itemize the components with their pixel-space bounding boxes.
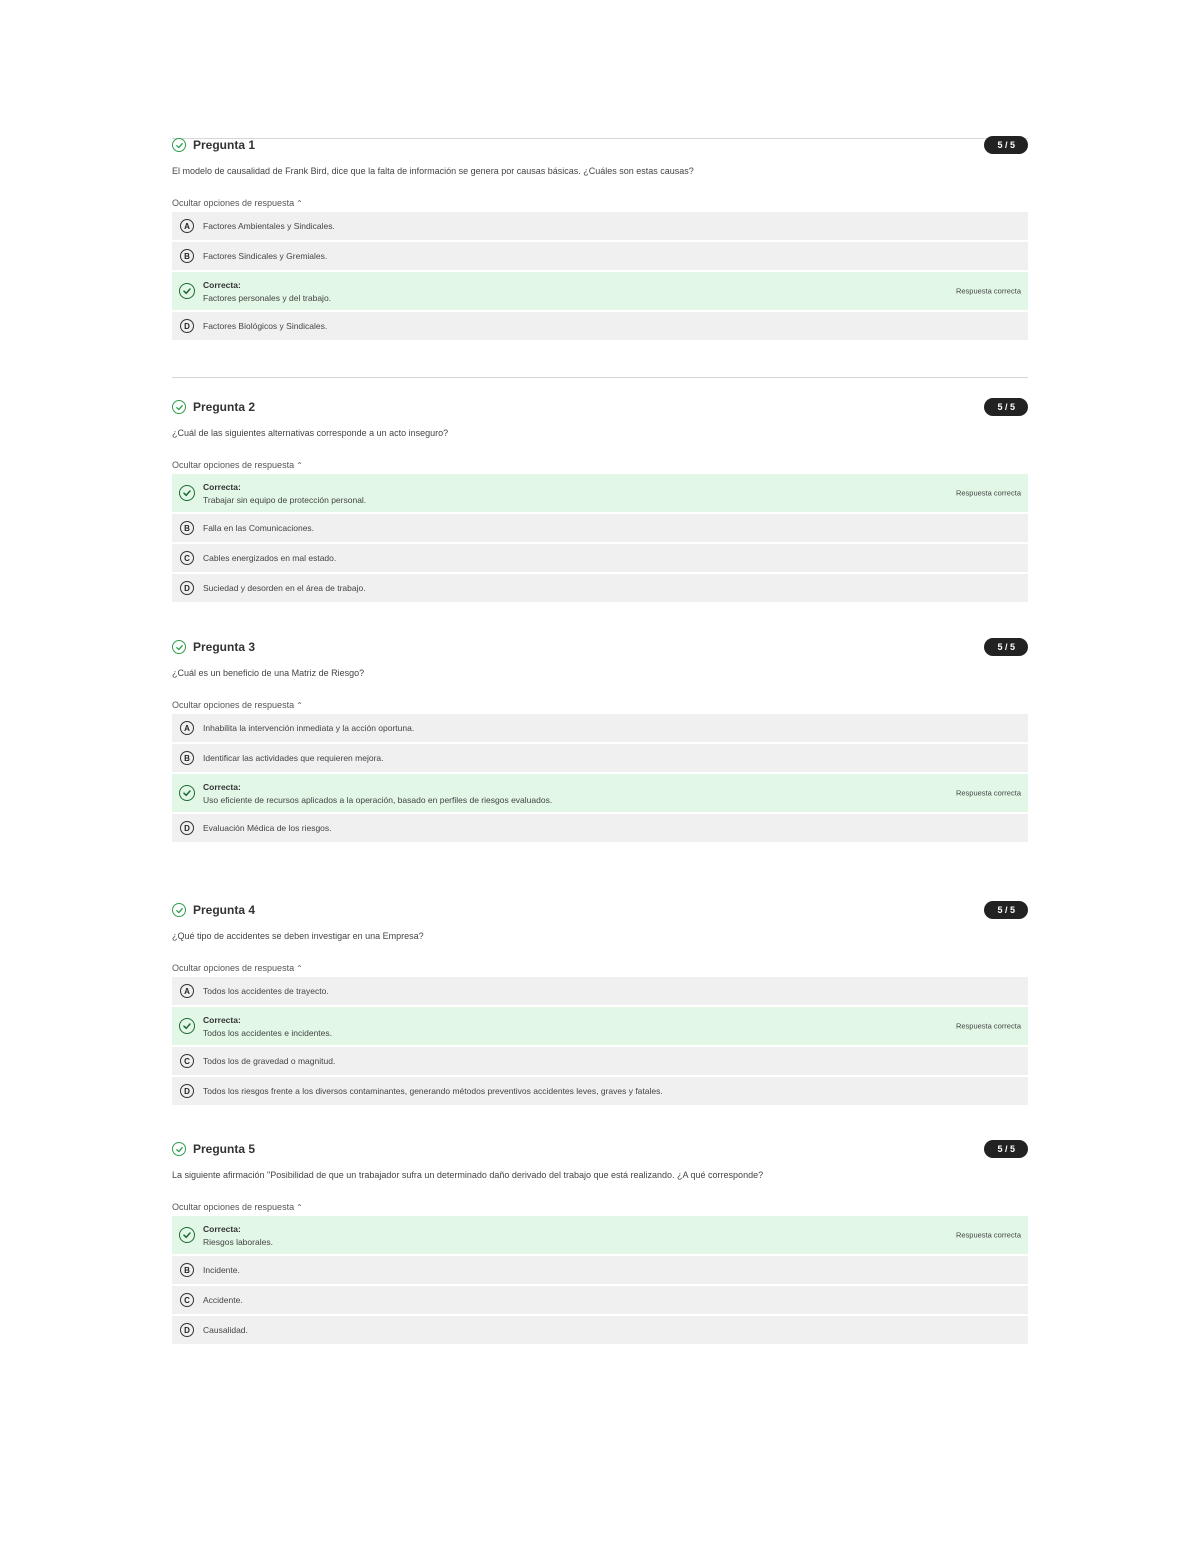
option-text: Inhabilita la intervención inmediata y la acción oportuna.	[203, 723, 415, 733]
option-letter-badge: A	[180, 219, 194, 233]
answer-options	[172, 714, 1028, 842]
correct-answer-feedback: Respuesta correcta	[955, 1021, 1021, 1031]
score-badge: 5 / 5	[984, 638, 1028, 656]
check-circle-icon	[172, 1142, 186, 1156]
answer-option[interactable]	[172, 1316, 1028, 1344]
toggle-label: Ocultar opciones de respuesta	[172, 963, 295, 973]
check-circle-icon	[179, 485, 195, 501]
chevron-up-icon: ⌃	[296, 1203, 303, 1212]
answer-option[interactable]	[172, 212, 1028, 240]
question-text: El modelo de causalidad de Frank Bird, dice que la falta de información se genera por causas básicas. ¿Cuáles son estas causas?	[172, 166, 694, 176]
question-title: Pregunta 1	[193, 138, 256, 152]
option-text: Todos los riesgos frente a los diversos contaminantes, generando métodos preventivos accidentes leves, graves y fatales.	[203, 1086, 663, 1096]
option-letter-badge: D	[180, 821, 194, 835]
chevron-up-icon: ⌃	[296, 461, 303, 470]
question-text: ¿Cuál de las siguientes alternativas corresponde a un acto inseguro?	[172, 428, 449, 438]
correct-answer-feedback: Respuesta correcta	[955, 488, 1021, 498]
option-text: Incidente.	[203, 1265, 240, 1275]
option-letter-badge: C	[180, 1293, 194, 1307]
option-text: Evaluación Médica de los riesgos.	[203, 823, 332, 833]
chevron-up-icon: ⌃	[296, 964, 303, 973]
option-text: Accidente.	[203, 1295, 243, 1305]
correct-label: Correcta:	[203, 1223, 241, 1234]
question-text: ¿Qué tipo de accidentes se deben investigar en una Empresa?	[172, 931, 424, 941]
option-letter-badge: C	[180, 551, 194, 565]
score-badge: 5 / 5	[984, 1140, 1028, 1158]
score-badge: 5 / 5	[984, 901, 1028, 919]
correct-label: Correcta:	[203, 481, 241, 492]
option-letter-badge: C	[180, 1054, 194, 1068]
check-circle-icon	[179, 785, 195, 801]
toggle-label: Ocultar opciones de respuesta	[172, 1202, 295, 1212]
question-header	[172, 899, 1028, 921]
question-header	[172, 396, 1028, 418]
answer-option[interactable]	[172, 744, 1028, 772]
hide-options-toggle[interactable]	[172, 198, 1028, 210]
check-circle-icon	[172, 640, 186, 654]
option-letter-badge: B	[180, 521, 194, 535]
hide-options-toggle[interactable]	[172, 460, 1028, 472]
answer-option-correct[interactable]	[172, 1007, 1028, 1045]
option-text: Causalidad.	[203, 1325, 248, 1335]
correct-label: Correcta:	[203, 279, 241, 290]
answer-options	[172, 1216, 1028, 1344]
option-letter-badge: B	[180, 249, 194, 263]
option-letter-badge: B	[180, 751, 194, 765]
check-circle-icon	[172, 903, 186, 917]
option-text: Factores Sindicales y Gremiales.	[203, 251, 328, 261]
correct-answer-feedback: Respuesta correcta	[955, 1230, 1021, 1240]
answer-option[interactable]	[172, 1256, 1028, 1284]
hide-options-toggle[interactable]	[172, 700, 1028, 712]
option-text: Falla en las Comunicaciones.	[203, 523, 315, 533]
chevron-up-icon: ⌃	[296, 199, 303, 208]
question-1	[172, 134, 1028, 342]
correct-label: Correcta:	[203, 781, 241, 792]
toggle-label: Ocultar opciones de respuesta	[172, 198, 295, 208]
option-text: Todos los accidentes de trayecto.	[203, 986, 329, 996]
answer-option[interactable]	[172, 714, 1028, 742]
check-circle-icon	[179, 1227, 195, 1243]
question-text: La siguiente afirmación "Posibilidad de que un trabajador sufra un determinado daño derivado del trabajo que está realizando. ¿A qué corresponde?	[172, 1170, 764, 1180]
answer-options	[172, 212, 1028, 340]
answer-option-correct[interactable]	[172, 272, 1028, 310]
hide-options-toggle[interactable]	[172, 1202, 1028, 1214]
check-circle-icon	[172, 138, 186, 152]
answer-option[interactable]	[172, 312, 1028, 340]
question-5	[172, 1138, 1028, 1346]
option-letter-badge: A	[180, 721, 194, 735]
option-letter-badge: D	[180, 581, 194, 595]
chevron-up-icon: ⌃	[296, 701, 303, 710]
check-circle-icon	[179, 1018, 195, 1034]
hide-options-toggle[interactable]	[172, 963, 1028, 975]
question-title: Pregunta 3	[193, 640, 256, 654]
option-text: Cables energizados en mal estado.	[203, 553, 337, 563]
option-text: Uso eficiente de recursos aplicados a la operación, basado en perfiles de riesgos evaluados.	[203, 794, 553, 805]
option-text: Riesgos laborales.	[203, 1236, 273, 1247]
question-2	[172, 396, 1028, 604]
answer-option[interactable]	[172, 1047, 1028, 1075]
option-text: Todos los accidentes e incidentes.	[203, 1027, 332, 1038]
answer-option[interactable]	[172, 1286, 1028, 1314]
question-text: ¿Cuál es un beneficio de una Matriz de Riesgo?	[172, 668, 365, 678]
option-letter-badge: B	[180, 1263, 194, 1277]
question-3	[172, 636, 1028, 844]
option-letter-badge: D	[180, 1084, 194, 1098]
option-text: Identificar las actividades que requieren mejora.	[203, 753, 384, 763]
answer-option[interactable]	[172, 814, 1028, 842]
option-letter-badge: D	[180, 319, 194, 333]
option-text: Todos los de gravedad o magnitud.	[203, 1056, 336, 1066]
answer-option-correct[interactable]	[172, 474, 1028, 512]
score-badge: 5 / 5	[984, 398, 1028, 416]
option-text: Trabajar sin equipo de protección personal.	[203, 494, 367, 505]
answer-option-correct[interactable]	[172, 774, 1028, 812]
answer-option[interactable]	[172, 514, 1028, 542]
answer-option[interactable]	[172, 242, 1028, 270]
answer-option[interactable]	[172, 574, 1028, 602]
check-circle-icon	[179, 283, 195, 299]
correct-answer-feedback: Respuesta correcta	[955, 788, 1021, 798]
answer-option[interactable]	[172, 1077, 1028, 1105]
check-circle-icon	[172, 400, 186, 414]
option-text: Factores Biológicos y Sindicales.	[203, 321, 328, 331]
answer-option[interactable]	[172, 977, 1028, 1005]
correct-label: Correcta:	[203, 1014, 241, 1025]
answer-options	[172, 474, 1028, 602]
question-title: Pregunta 4	[193, 903, 256, 917]
answer-option-correct[interactable]	[172, 1216, 1028, 1254]
toggle-label: Ocultar opciones de respuesta	[172, 460, 295, 470]
option-text: Suciedad y desorden en el área de trabajo.	[203, 583, 366, 593]
question-header	[172, 636, 1028, 658]
option-letter-badge: A	[180, 984, 194, 998]
question-4	[172, 899, 1028, 1107]
option-text: Factores Ambientales y Sindicales.	[203, 221, 335, 231]
question-header	[172, 134, 1028, 156]
answer-option[interactable]	[172, 544, 1028, 572]
answer-options	[172, 977, 1028, 1105]
toggle-label: Ocultar opciones de respuesta	[172, 700, 295, 710]
question-title: Pregunta 5	[193, 1142, 256, 1156]
option-letter-badge: D	[180, 1323, 194, 1337]
question-title: Pregunta 2	[193, 400, 256, 414]
correct-answer-feedback: Respuesta correcta	[955, 286, 1021, 296]
option-text: Factores personales y del trabajo.	[203, 292, 332, 303]
section-divider	[172, 377, 1028, 378]
score-badge: 5 / 5	[984, 136, 1028, 154]
question-header	[172, 1138, 1028, 1160]
